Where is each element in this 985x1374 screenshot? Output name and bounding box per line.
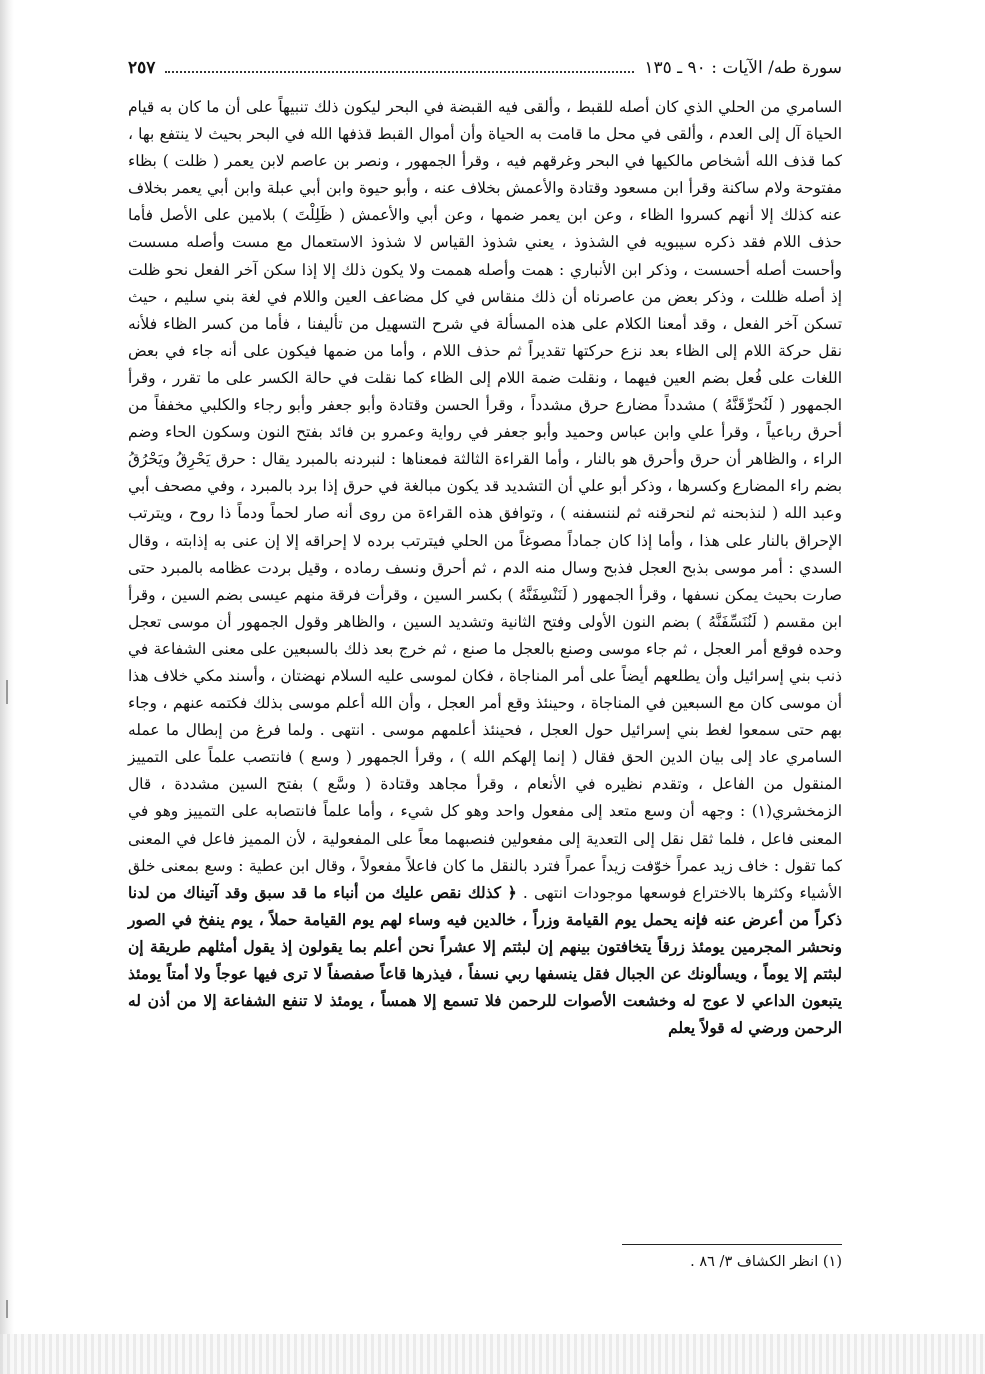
commentary-text: السامري من الحلي الذي كان أصله للقبط ، وألقى فيه القبضة في البحر ليكون ذلك تنبيهاً على أن ما كان به قيام الحياة آل إلى العدم ، وألقى في محل ما قامت به الحياة وأن أموال القبط قذفها الله في البحر بحيث لا ينتفع بها ، كما قذف الله أشخاص مالكيها في البحر وغرقهم فيه ، وقرأ الجمهور ، ونصر بن عاصم لابن يعمر ( ظلت ) بظاء مفتوحة ولام ساكنة وقرأ ابن مسعود وقتادة والأعمش بخلاف عنه ، وأبو حيوة وابن أبي عبلة وابن أبي يعمر بخلاف عنه كذلك إلا أنهم كسروا الظاء ، وعن ابن يعمر ضمها ، وعن أبي والأعمش ( ظَلِلْتَ ) بلامين على الأصل فأما حذف اللام فقد ذكره سيبويه في الشذوذ ، يعني شذوذ القياس لا شذوذ الاستعمال مع مست وأصله مسست وأحست أصله أحسست ، وذكر ابن الأنباري : همت وأصله هممت ولا يكون ذلك إلا إذا سكن آخر الفعل نحو ظلت إذ أصله ظللت ، وذكر بعض من عاصرناه أن ذلك منقاس في كل مضاعف العين واللام في لغة بني سليم ، حيث تسكن آخر الفعل ، وقد أمعنا الكلام على هذه المسألة في شرح التسهيل من تأليفنا ، فأما من كسر الظاء فلأنه نقل حركة اللام إلى الظاء بعد نزع حركتها تقديراً ثم حذف اللام ، وأما من ضمها فيكون على أنه جاء في بعض اللغات على فُعل بضم العين فيهما ، ونقلت ضمة اللام إلى الظاء كما نقلت في حالة الكسر على ما تقرر ، وقرأ الجمهور ( لَنُحرِّقَنَّهُ ) مشدداً مضارع حرق مشدداً ، وقرأ الحسن وقتادة وأبو جعفر وأبو رجاء والكلبي مخففاً من أحرق رباعياً ، وقرأ علي وابن عباس وحميد وأبو جعفر في رواية وعمرو بن فائد بفتح النون وسكون الحاء وضم الراء ، والظاهر أن حرق وأحرق هو بالنار ، وأما القراءة الثالثة فمعناها : لنبردنه بالمبرد يقال : حرق يَحْرِقُ ويَحْرُقُ بضم راء المضارع وكسرها ، وذكر أبو علي أن التشديد قد يكون مبالغة في حرق إذا برد بالمبرد ، وفي مصحف أبي وعبد الله ( لنذبحنه ثم لنحرقنه ثم لننسفنه ) ، وتوافق هذه القراءة من روى أنه صار لحماً ودماً ذا روح ، ويترتب الإحراق بالنار على هذا ، وأما إذا كان جماداً مصوغاً من الحلي فيترتب برده لا إحراقه إلا إن عنى به إذابته ، وقال السدي : أمر موسى بذبح العجل فذبح وسال منه الدم ، ثم أحرق ونسف رماده ، وقيل بردت عظامه بالمبرد حتى صارت بحيث يمكن نسفها ، وقرأ الجمهور ( لَنَنْسِفَنَّهُ ) بكسر السين ، وقرأت فرقة منهم عيسى بضم السين ، وقرأ ابن مقسم ( لَنُنَسِّفَنَّهُ ) بضم النون الأولى وفتح الثانية وتشديد السين ، والظاهر وقول الجمهور أن موسى تعجل وحده فوقع أمر العجل ، ثم جاء موسى وصنع بالعجل ما صنع ، ثم خرج بعد ذلك بالسبعين على معنى الشفاعة في ذنب بني إسرائيل وأن يطلعهم أيضاً على أمر المناجاة ، فكان لموسى عليه السلام نهضتان ، وأسند مكي خلاف هذا أن موسى كان مع السبعين في المناجاة ، وحينئذ وقع أمر العجل ، وأن الله أعلم موسى بذلك فكتمه عنهم ، وجاء بهم حتى سمعوا لغط بني إسرائيل حول العجل ، فحينئذ أعلمهم موسى . انتهى . ولما فرغ من إبطال ما عمله السامري عاد إلى بيان الدين الحق فقال ( إنما إلهكم الله ) ، وقرأ الجمهور ( وسع ) فانتصب علماً على التمييز المنقول من الفاعل ، وتقدم نظيره في الأنعام ، وقرأ مجاهد وقتادة ( وسَّع ) بفتح السين مشددة ، قال الزمخشري(١) : وجهه أن وسع متعد إلى مفعول واحد وهو كل شيء ، وأما علماً فانتصابه على التمييز وهو في المعنى فاعل ، فلما ثقل نقل إلى التعدية إلى مفعولين فنصبهما معاً على المفعولية ، لأن المميز فاعل في المعنى كما تقول : خاف زيد عمراً خوّفت زيداً عمراً فترد بالنقل ما كان فاعلاً مفعولاً ، وقال ابن عطية : وسع بمعنى خلق الأشياء وكثرها بالاختراع فوسعها موجودات انتهى .: [128, 98, 842, 902]
quran-verses: ﴿ كذلك نقص عليك من أنباء ما قد سبق وقد آتيناك من لدنا ذكراً من أعرض عنه فإنه يحمل يوم القيامة وزراً ، خالدين فيه وساء لهم يوم القيامة حملاً ، يوم ينفخ في الصور ونحشر المجرمين يومئذ زرقاً يتخافتون بينهم إن لبثتم إلا عشراً نحن أعلم بما يقولون إذ يقول أمثلهم طريقة إن لبثتم إلا يوماً ، ويسألونك عن الجبال فقل ينسفها ربي نسفاً ، فيذرها قاعاً صفصفاً لا ترى فيها عوجاً ولا أمتاً يومئذ يتبعون الداعي لا عوج له وخشعت الأصوات للرحمن فلا تسمع إلا همساً ، يومئذ لا تنفع الشفاعة إلا من أذن له الرحمن ورضي له قولاً يعلم: [128, 883, 842, 1038]
margin-mark: [6, 680, 8, 704]
header-dotted-leader: [165, 71, 634, 73]
footnote: (١) انظر الكشاف ٣/ ٨٦ .: [690, 1254, 842, 1270]
footnote-divider: [622, 1244, 842, 1245]
chapter-title: سورة طه/ الآيات : ٩٠ ـ ١٣٥: [644, 58, 842, 78]
running-header: [128, 58, 842, 88]
margin-mark: [6, 1300, 8, 1318]
main-text: [128, 94, 842, 1042]
scan-edge-bottom: [0, 1334, 985, 1374]
book-page: [128, 58, 842, 1318]
page-number: ٢٥٧: [128, 58, 156, 78]
